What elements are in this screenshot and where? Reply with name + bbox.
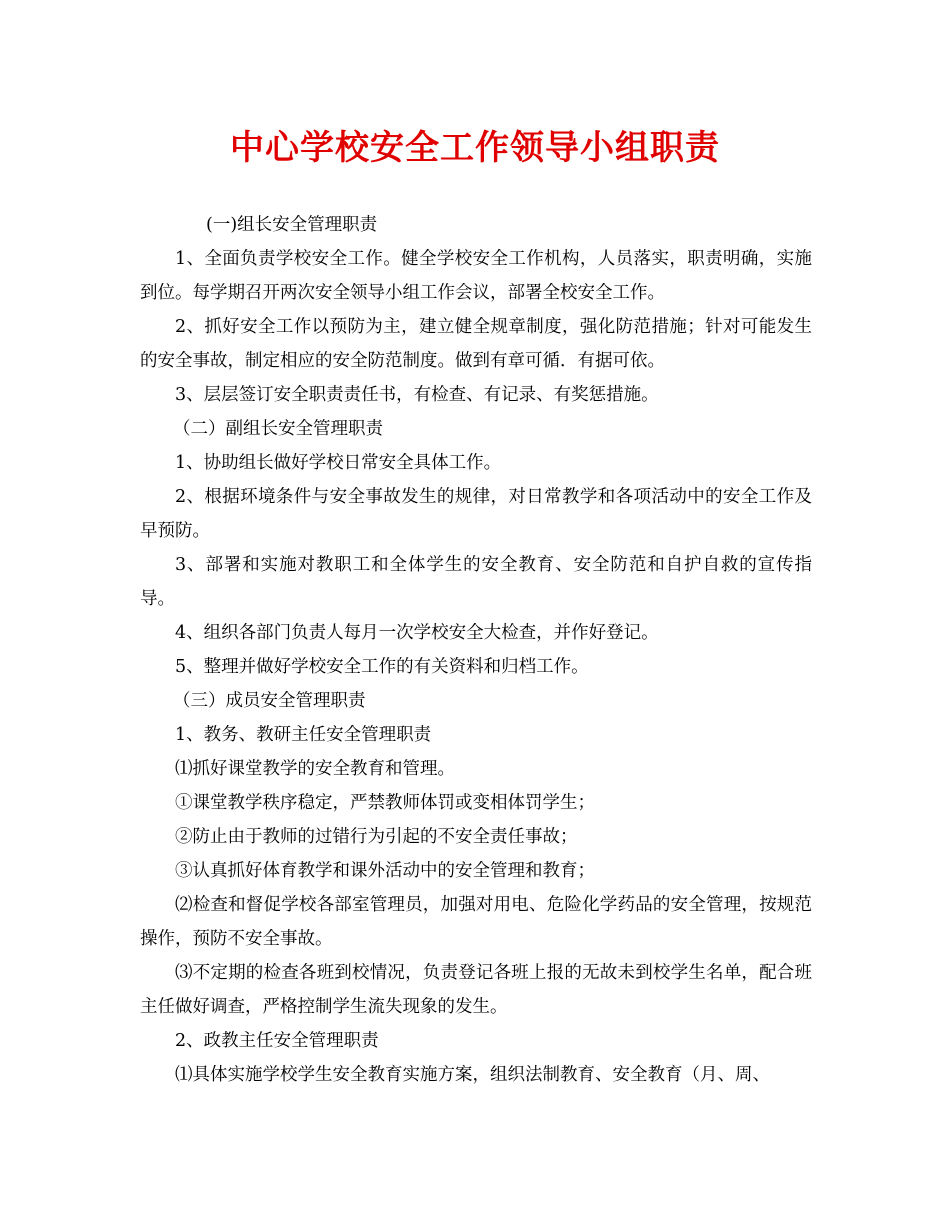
paragraph: 1、全面负责学校安全工作。健全学校安全工作机构，人员落实，职责明确，实施到位。每学期召开两次安全领导小组工作会议，部署全校安全工作。 xyxy=(140,249,812,303)
paragraph: 3、部署和实施对教职工和全体学生的安全教育、安全防范和自护自救的宣传指导。 xyxy=(140,555,812,609)
paragraph: ⑵检查和督促学校各部室管理员，加强对用电、危险化学药品的安全管理，按规范操作，预防不安全事故。 xyxy=(140,895,812,949)
section-heading-deputy-leader: （二）副组长安全管理职责 xyxy=(173,419,383,439)
paragraph: ②防止由于教师的过错行为引起的不安全责任事故； xyxy=(175,827,578,847)
paragraph: ①课堂教学秩序稳定，严禁教师体罚或变相体罚学生； xyxy=(175,793,595,813)
paragraph: ⑴具体实施学校学生安全教育实施方案，组织法制教育、安全教育（月、周、 xyxy=(175,1065,770,1085)
paragraph: 2、根据环境条件与安全事故发生的规律，对日常教学和各项活动中的安全工作及早预防。 xyxy=(140,487,812,541)
subsection-heading: 2、政教主任安全管理职责 xyxy=(175,1031,379,1051)
paragraph: ⑶不定期的检查各班到校情况，负责登记各班上报的无故未到校学生名单，配合班主任做好调查，严格控制学生流失现象的发生。 xyxy=(140,963,812,1017)
paragraph: 4、组织各部门负责人每月一次学校安全大检查，并作好登记。 xyxy=(175,623,659,643)
document-body xyxy=(140,208,812,1092)
paragraph: ⑴抓好课堂教学的安全教育和管理。 xyxy=(175,759,455,779)
paragraph: 2、抓好安全工作以预防为主，建立健全规章制度，强化防范措施；针对可能发生的安全事故，制定相应的安全防范制度。做到有章可循．有据可依。 xyxy=(140,317,812,371)
paragraph: 5、整理并做好学校安全工作的有关资料和归档工作。 xyxy=(175,657,589,677)
paragraph: ③认真抓好体育教学和课外活动中的安全管理和教育； xyxy=(175,861,595,881)
subsection-heading: 1、教务、教研主任安全管理职责 xyxy=(175,725,432,745)
section-heading-leader: (一)组长安全管理职责 xyxy=(206,215,378,235)
paragraph: 3、层层签订安全职责责任书，有检查、有记录、有奖惩措施。 xyxy=(175,385,659,405)
section-heading-members: （三）成员安全管理职责 xyxy=(173,691,366,711)
document-title: 中心学校安全工作领导小组职责 xyxy=(230,128,720,168)
paragraph: 1、协助组长做好学校日常安全具体工作。 xyxy=(175,453,502,473)
